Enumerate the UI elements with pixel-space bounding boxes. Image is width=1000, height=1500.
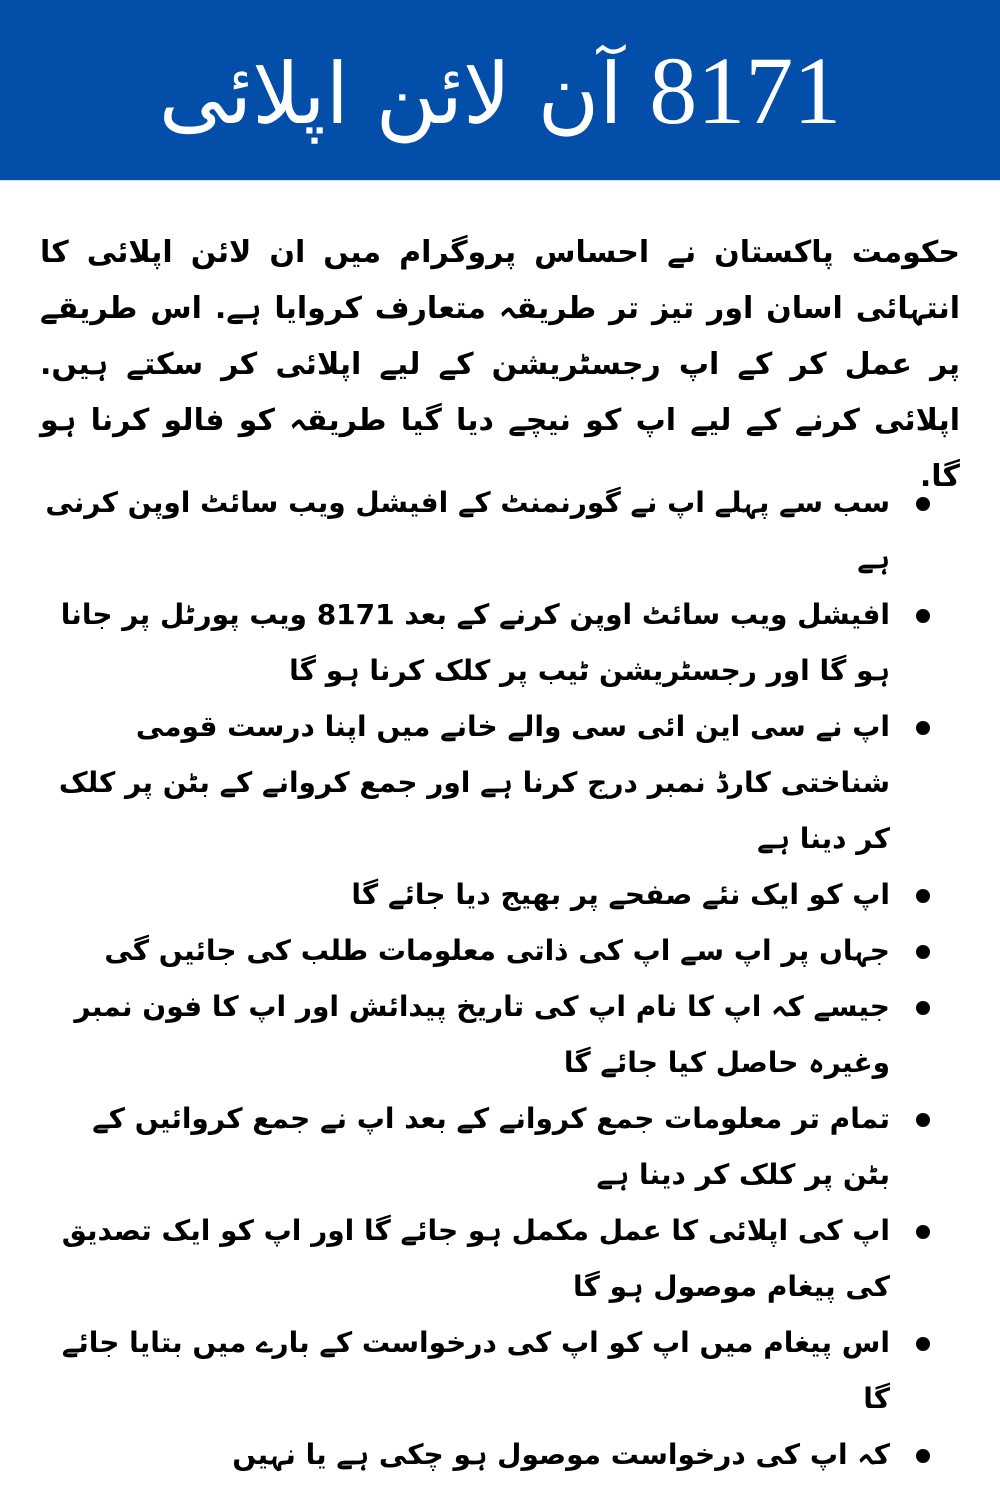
bullet-icon bbox=[916, 497, 930, 511]
bullet-icon bbox=[916, 1225, 930, 1239]
list-item bbox=[40, 1427, 940, 1483]
intro-paragraph: حکومت پاکستان نے احساس پروگرام میں ان لائن اپلائی کا انتہائی اسان اور تیز تر طریقہ متعارف کروایا ہے. اس طریقے پر عمل کر کے اپ رجسٹریشن کے لیے اپلائی کر سکتے ہیں. اپلائی کرنے کے لیے اپ کو نیچے دیا گیا طریقہ کو فالو کرنا ہو گا. bbox=[40, 235, 960, 494]
list-item bbox=[40, 475, 940, 587]
step-text: اپ کو ایک نئے صفحے پر بھیج دیا جائے گا bbox=[351, 878, 890, 911]
list-item bbox=[40, 587, 940, 699]
bullet-icon bbox=[916, 945, 930, 959]
bullet-icon bbox=[916, 889, 930, 903]
step-text: افیشل ویب سائٹ اوپن کرنے کے بعد 8171 ویب پورٹل پر جانا ہو گا اور رجسٹریشن ٹیب پر کلک کرنا ہو گا bbox=[60, 598, 890, 687]
list-item bbox=[40, 699, 940, 867]
bullet-icon bbox=[916, 1113, 930, 1127]
step-text: کہ اپ کی درخواست موصول ہو چکی ہے یا نہیں bbox=[232, 1438, 890, 1471]
bullet-icon bbox=[916, 721, 930, 735]
bullet-icon bbox=[916, 1337, 930, 1351]
page-title bbox=[159, 35, 842, 146]
list-item bbox=[40, 923, 940, 979]
step-text: جیسے کہ اپ کا نام اپ کی تاریخ پیدائش اور اپ کا فون نمبر وغیرہ حاصل کیا جائے گا bbox=[74, 990, 890, 1079]
list-item bbox=[40, 1315, 940, 1427]
title-banner bbox=[0, 0, 1000, 181]
list-item bbox=[40, 1091, 940, 1203]
step-text: جہاں پر اپ سے اپ کی ذاتی معلومات طلب کی جائیں گی bbox=[104, 934, 890, 967]
bullet-icon bbox=[916, 1001, 930, 1015]
bullet-icon bbox=[916, 1449, 930, 1463]
list-item bbox=[40, 979, 940, 1091]
step-text: تمام تر معلومات جمع کروانے کے بعد اپ نے جمع کروائیں کے بٹن پر کلک کر دینا ہے bbox=[92, 1102, 890, 1191]
list-item bbox=[40, 1203, 940, 1315]
title-number: 8171 bbox=[649, 36, 842, 144]
steps-list bbox=[40, 475, 940, 1483]
step-text: اپ کی اپلائی کا عمل مکمل ہو جائے گا اور اپ کو ایک تصدیق کی پیغام موصول ہو گا bbox=[61, 1214, 890, 1303]
title-text: آن لائن اپلائی bbox=[158, 44, 623, 143]
list-item bbox=[40, 867, 940, 923]
bullet-icon bbox=[916, 609, 930, 623]
step-text: اپ نے سی این ائی سی والے خانے میں اپنا درست قومی شناختی کارڈ نمبر درج کرنا ہے اور جمع کروانے کے بٹن پر کلک کر دینا ہے bbox=[58, 710, 890, 855]
step-text: اس پیغام میں اپ کو اپ کی درخواست کے بارے میں بتایا جائے گا bbox=[61, 1326, 890, 1415]
step-text: سب سے پہلے اپ نے گورنمنٹ کے افیشل ویب سائٹ اوپن کرنی ہے bbox=[45, 486, 890, 575]
